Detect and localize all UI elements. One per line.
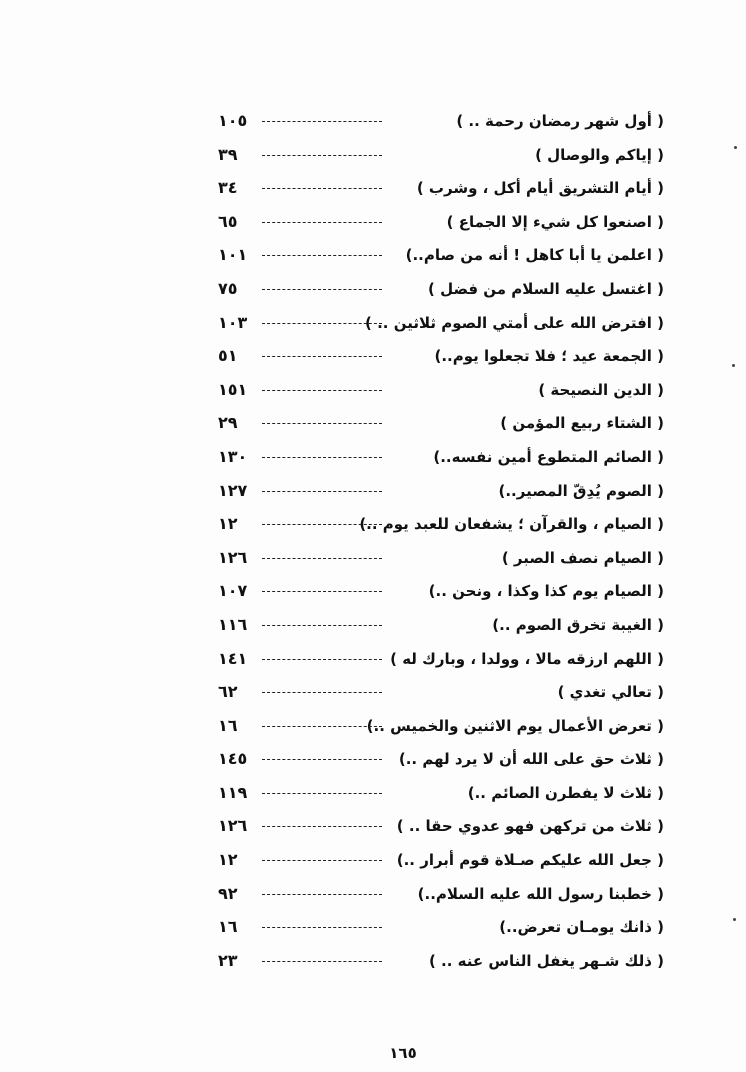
page-reference: ١١٦ (218, 614, 248, 634)
page-reference: ٥١ (218, 346, 238, 366)
page-reference: ١٢ (218, 850, 238, 870)
hadith-text: ( تعالي تغدي ) (557, 683, 664, 702)
index-entry (214, 644, 664, 678)
hadith-text: ( جعل الله عليكم صـلاة قوم أبرار ..) (396, 851, 664, 870)
scan-speck (733, 918, 736, 921)
hadith-text: ( اعلمن يا أبا كاهل ! أنه من صام..) (405, 246, 664, 265)
hadith-text: ( اغتسل عليه السلام من فضل ) (428, 279, 664, 298)
dotted-leader (262, 188, 382, 189)
dotted-leader (262, 860, 382, 861)
index-entry (214, 408, 664, 442)
index-entry (214, 509, 664, 543)
hadith-text: ( إياكم والوصال ) (535, 145, 664, 164)
hadith-index-list (214, 106, 664, 979)
page-reference: ٧٥ (218, 278, 238, 298)
hadith-text: ( الجمعة عيد ؛ فلا تجعلوا يوم..) (434, 347, 664, 366)
hadith-text: ( اللهم ارزقه مالا ، وولدا ، وبارك له ) (390, 649, 664, 668)
page-reference: ٢٩ (218, 413, 238, 433)
dotted-leader (262, 625, 382, 626)
index-entry (214, 912, 664, 946)
index-entry (214, 308, 664, 342)
dotted-leader (262, 961, 382, 962)
page-reference: ١٣٠ (218, 446, 248, 466)
scan-speck (732, 364, 735, 367)
index-entry (214, 106, 664, 140)
hadith-text: ( افترض الله على أمتي الصوم ثلاثين .. ) (365, 313, 664, 332)
page-reference: ١٥١ (218, 379, 248, 399)
index-entry (214, 140, 664, 174)
index-entry (214, 576, 664, 610)
dotted-leader (262, 524, 382, 525)
page-reference: ١٠١ (218, 245, 248, 265)
hadith-text: ( تعرض الأعمال يوم الاثنين والخميس ..) (366, 716, 664, 735)
hadith-text: ( الدين النصيحة ) (538, 380, 664, 399)
dotted-leader (262, 423, 382, 424)
dotted-leader (262, 692, 382, 693)
page-reference: ١٢ (218, 514, 238, 534)
dotted-leader (262, 390, 382, 391)
index-entry (214, 240, 664, 274)
page-reference: ١٠٧ (218, 581, 248, 601)
dotted-leader (262, 726, 382, 727)
page-reference: ١٤١ (218, 648, 248, 668)
index-entry (214, 543, 664, 577)
hadith-text: ( أيام التشريق أيام أكل ، وشرب ) (416, 179, 664, 198)
hadith-text: ( ذانك يومـان تعرض..) (499, 918, 664, 937)
page-reference: ١٦ (218, 917, 238, 937)
index-entry (214, 207, 664, 241)
dotted-leader (262, 222, 382, 223)
page-reference: ٣٤ (218, 178, 238, 198)
hadith-text: ( ثلاث من تركهن فهو عدوي حقا .. ) (396, 817, 664, 836)
index-entry (214, 778, 664, 812)
dotted-leader (262, 155, 382, 156)
index-entry (214, 744, 664, 778)
dotted-leader (262, 826, 382, 827)
dotted-leader (262, 323, 382, 324)
index-entry (214, 173, 664, 207)
page-reference: ٢٣ (218, 950, 238, 970)
page-reference: ٦٢ (218, 682, 238, 702)
index-entry (214, 610, 664, 644)
hadith-text: ( الشتاء ربيع المؤمن ) (500, 414, 664, 433)
index-entry (214, 811, 664, 845)
hadith-text: ( الصيام ، والقرآن ؛ يشفعان للعبد يوم ..) (359, 515, 664, 534)
index-entry (214, 946, 664, 980)
hadith-text: ( ذلك شـهر يغفل الناس عنه .. ) (428, 951, 664, 970)
hadith-text: ( ثلاث حق على الله أن لا يرد لهم ..) (398, 750, 664, 769)
dotted-leader (262, 491, 382, 492)
dotted-leader (262, 457, 382, 458)
dotted-leader (262, 255, 382, 256)
index-entry (214, 476, 664, 510)
dotted-leader (262, 759, 382, 760)
page-reference: ٣٩ (218, 144, 238, 164)
hadith-text: ( اصنعوا كل شيء إلا الجماع ) (446, 212, 664, 231)
page-reference: ١٢٦ (218, 547, 248, 567)
hadith-text: ( الصيام يوم كذا وكذا ، ونحن ..) (428, 582, 664, 601)
hadith-text: ( الصوم يُدِقّ المصير..) (498, 481, 664, 500)
index-entry (214, 341, 664, 375)
hadith-text: ( الصائم المتطوع أمين نفسه..) (433, 447, 664, 466)
index-entry (214, 442, 664, 476)
hadith-text: ( ثلاث لا يفطرن الصائم ..) (467, 783, 664, 802)
page-reference: ١٢٦ (218, 816, 248, 836)
dotted-leader (262, 793, 382, 794)
page-reference: ٩٢ (218, 883, 238, 903)
page-reference: ١٢٧ (218, 480, 248, 500)
index-entry (214, 677, 664, 711)
page-reference: ١٦ (218, 715, 238, 735)
index-entry (214, 375, 664, 409)
hadith-text: ( أول شهر رمضان رحمة .. ) (456, 112, 664, 130)
dotted-leader (262, 894, 382, 895)
dotted-leader (262, 356, 382, 357)
dotted-leader (262, 927, 382, 928)
hadith-text: ( الصيام نصف الصبر ) (501, 548, 664, 567)
hadith-text: ( الغيبة تخرق الصوم ..) (492, 615, 664, 634)
page-reference: ١٠٣ (218, 312, 248, 332)
page-reference: ١٠٥ (218, 111, 248, 130)
scan-speck (734, 146, 737, 149)
hadith-text: ( خطبنا رسول الله عليه السلام..) (417, 884, 664, 903)
index-entry (214, 274, 664, 308)
page-reference: ٦٥ (218, 211, 238, 231)
page-reference: ١٤٥ (218, 749, 248, 769)
page-number: ١٦٥ (389, 1044, 417, 1062)
dotted-leader (262, 659, 382, 660)
index-entry (214, 879, 664, 913)
index-entry (214, 711, 664, 745)
dotted-leader (262, 289, 382, 290)
dotted-leader (262, 591, 382, 592)
dotted-leader (262, 121, 382, 122)
page-reference: ١١٩ (218, 782, 248, 802)
dotted-leader (262, 558, 382, 559)
index-entry (214, 845, 664, 879)
